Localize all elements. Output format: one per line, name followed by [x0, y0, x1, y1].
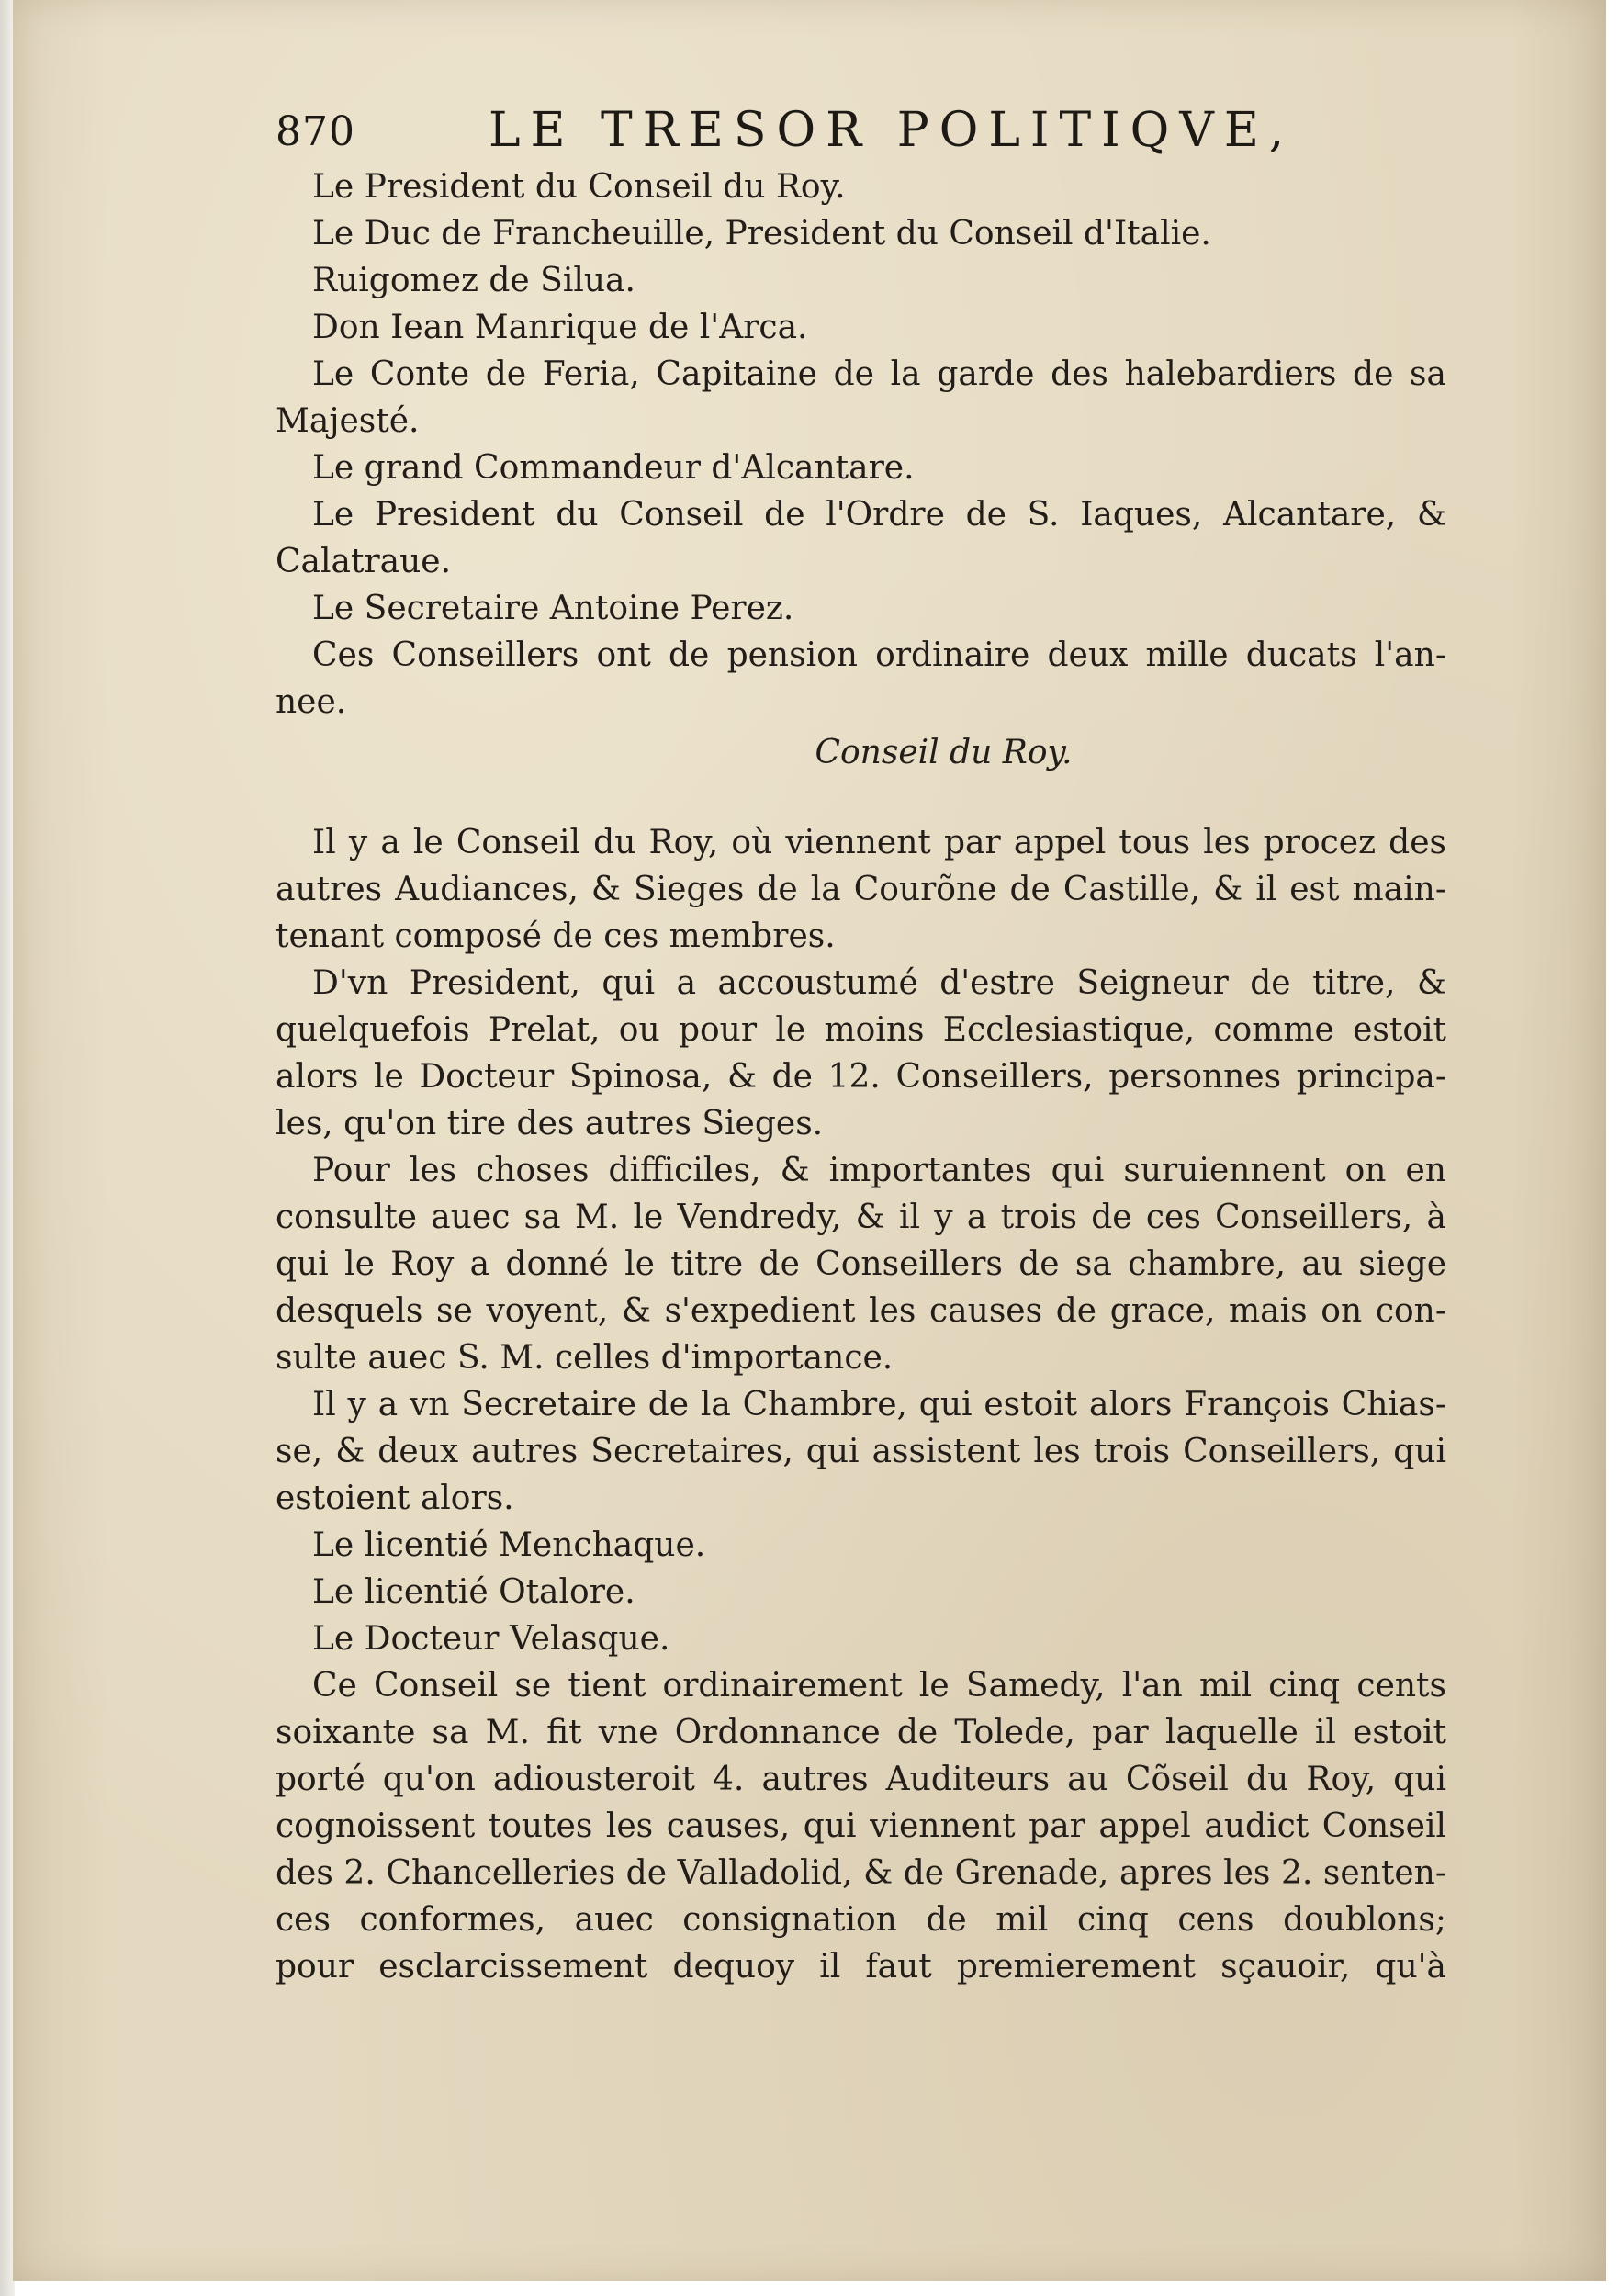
text-line: cognoissent toutes les causes, qui viennent par appel audict Conseil [275, 1807, 1446, 1845]
text-line: Calatraue. [275, 543, 452, 580]
text-line: les, qu'on tire des autres Sieges. [275, 1105, 824, 1142]
text-line: Don Iean Manrique de l'Arca. [312, 309, 808, 346]
text-line: D'vn President, qui a accoustumé d'estre Seigneur de titre, & [312, 964, 1446, 1002]
text-line: Le Duc de Francheuille, President du Conseil d'Italie. [312, 215, 1211, 253]
section-title: Conseil du Roy. [815, 734, 1073, 771]
text-line: desquels se voyent, & s'expedient les causes de grace, mais on con- [275, 1292, 1446, 1330]
text-line: Le President du Conseil de l'Ordre de S. Iaques, Alcantare, & [312, 496, 1446, 534]
text-line: des 2. Chancelleries de Valladolid, & de Grenade, apres les 2. senten- [275, 1854, 1446, 1892]
text-line: Il y a le Conseil du Roy, où viennent par appel tous les procez des [312, 824, 1446, 861]
text-line: se, & deux autres Secretaires, qui assistent les trois Conseillers, qui [275, 1433, 1446, 1470]
text-line: Le grand Commandeur d'Alcantare. [312, 449, 915, 487]
text-line: Ce Conseil se tient ordinairement le Samedy, l'an mil cinq cents [312, 1667, 1446, 1705]
text-line: pour esclarcissement dequoy il faut premierement sçauoir, qu'à [275, 1948, 1446, 1986]
text-line: sulte auec S. M. celles d'importance. [275, 1339, 894, 1377]
page-body [275, 163, 1446, 1990]
text-line: Il y a vn Secretaire de la Chambre, qui estoit alors François Chias- [312, 1386, 1446, 1424]
text-line: Le Secretaire Antoine Perez. [312, 590, 794, 627]
text-line: porté qu'on adiousteroit 4. autres Auditeurs au Cõseil du Roy, qui [275, 1761, 1446, 1798]
text-line: Le licentié Otalore. [312, 1573, 635, 1611]
text-line: quelquefois Prelat, ou pour le moins Ecclesiastique, comme estoit [275, 1011, 1446, 1049]
text-line: consulte auec sa M. le Vendredy, & il y a trois de ces Conseillers, à [275, 1199, 1446, 1236]
text-line: ces conformes, auec consignation de mil cinq cens doublons; [275, 1901, 1446, 1939]
text-line: tenant composé de ces membres. [275, 917, 836, 955]
text-line: Le licentié Menchaque. [312, 1526, 706, 1564]
text-line: Le President du Conseil du Roy. [312, 168, 846, 206]
text-line: soixante sa M. fit vne Ordonnance de Tolede, par laquelle il estoit [275, 1714, 1446, 1751]
text-line: qui le Roy a donné le titre de Conseillers de sa chambre, au siege [275, 1245, 1446, 1283]
text-line: autres Audiances, & Sieges de la Courõne de Castille, & il est main- [275, 871, 1446, 908]
page-number: 870 [275, 108, 355, 155]
text-line: Ruigomez de Silua. [312, 262, 635, 299]
page-header [275, 103, 1377, 167]
running-head: LE TRESOR POLITIQVE, [489, 103, 1295, 158]
text-line: nee. [275, 683, 347, 721]
section-gap [275, 787, 1446, 819]
text-line: Le Docteur Velasque. [312, 1620, 670, 1658]
text-line: Pour les choses difficiles, & importantes qui suruiennent on en [312, 1152, 1446, 1189]
text-line: Majesté. [275, 402, 420, 440]
text-line: estoient alors. [275, 1480, 514, 1517]
text-line: Le Conte de Feria, Capitaine de la garde des halebardiers de sa [312, 355, 1446, 393]
text-line: Ces Conseillers ont de pension ordinaire deux mille ducats l'an- [312, 636, 1446, 674]
text-line: alors le Docteur Spinosa, & de 12. Conseillers, personnes principa- [275, 1058, 1446, 1096]
